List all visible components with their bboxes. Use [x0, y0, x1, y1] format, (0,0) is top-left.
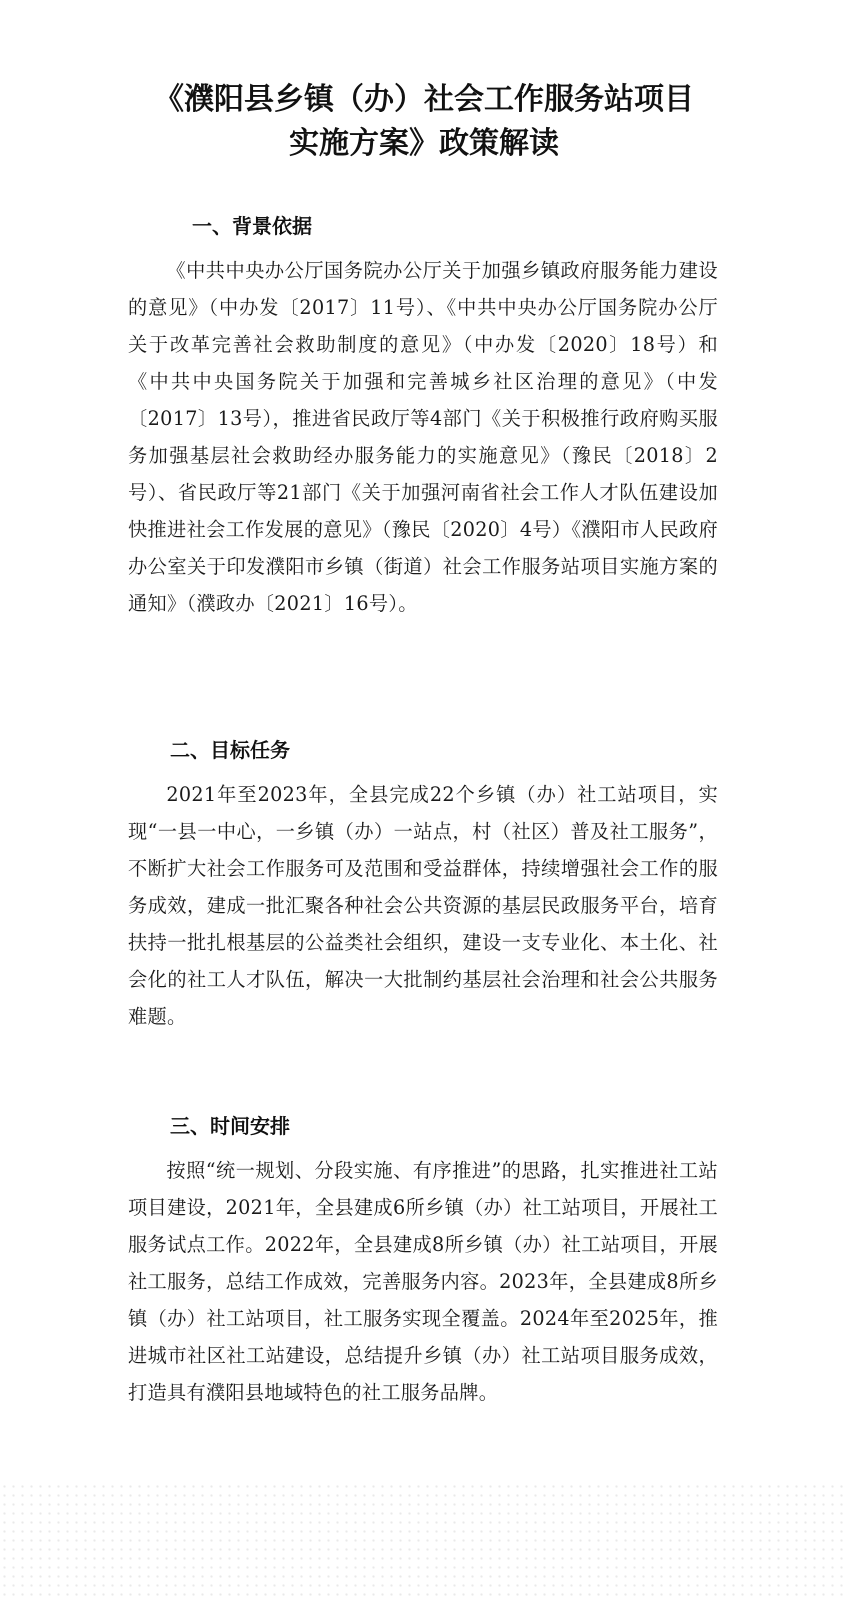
- section-paragraph-goals: 2021年至2023年，全县完成22个乡镇（办）社工站项目，实现“一县一中心，一乡镇（办）一站点，村（社区）普及社工服务”，不断扩大社会工作服务可及范围和受益群体，持续增强社会工作的服务成效，建成一批汇聚各种社会公共资源的基层民政服务平台，培育扶持一批扎根基层的公益类社会组织，建设一支专业化、本土化、社会化的社工人才队伍，解决一大批制约基层社会治理和社会公共服务难题。: [128, 783, 718, 1028]
- decorative-dot-pattern: [0, 1482, 848, 1600]
- section-heading-schedule: 三、时间安排: [170, 1114, 290, 1138]
- section-paragraph-background: 《中共中央办公厅国务院办公厅关于加强乡镇政府服务能力建设的意见》（中办发〔2017〕11号）、《中共中央办公厅国务院办公厅关于改革完善社会救助制度的意见》（中办发〔2020〕18号）和《中共中央国务院关于加强和完善城乡社区治理的意见》（中发〔2017〕13号），推进省民政厅等4部门《关于积极推行政府购买服务加强基层社会救助经办服务能力的实施意见》（豫民〔2018〕2号）、省民政厅等21部门《关于加强河南省社会工作人才队伍建设加快推进社会工作发展的意见》（豫民〔2020〕4号）《濮阳市人民政府办公室关于印发濮阳市乡镇（街道）社会工作服务站项目实施方案的通知》（濮政办〔2021〕16号）。: [128, 259, 718, 615]
- document-title-line1: 《濮阳县乡镇（办）社会工作服务站项目: [154, 82, 694, 117]
- section-heading-background: 一、背景依据: [192, 214, 312, 238]
- section-paragraph-schedule: 按照“统一规划、分段实施、有序推进”的思路，扎实推进社工站项目建设，2021年，全县建成6所乡镇（办）社工站项目，开展社工服务试点工作。2022年，全县建成8所乡镇（办）社工站项目，开展社工服务，总结工作成效，完善服务内容。2023年，全县建成8所乡镇（办）社工站项目，社工服务实现全覆盖。2024年至2025年，推进城市社区社工站建设，总结提升乡镇（办）社工站项目服务成效，打造具有濮阳县地域特色的社工服务品牌。: [128, 1159, 718, 1404]
- document-title-line2: 实施方案》政策解读: [289, 126, 559, 161]
- section-heading-goals: 二、目标任务: [170, 738, 290, 762]
